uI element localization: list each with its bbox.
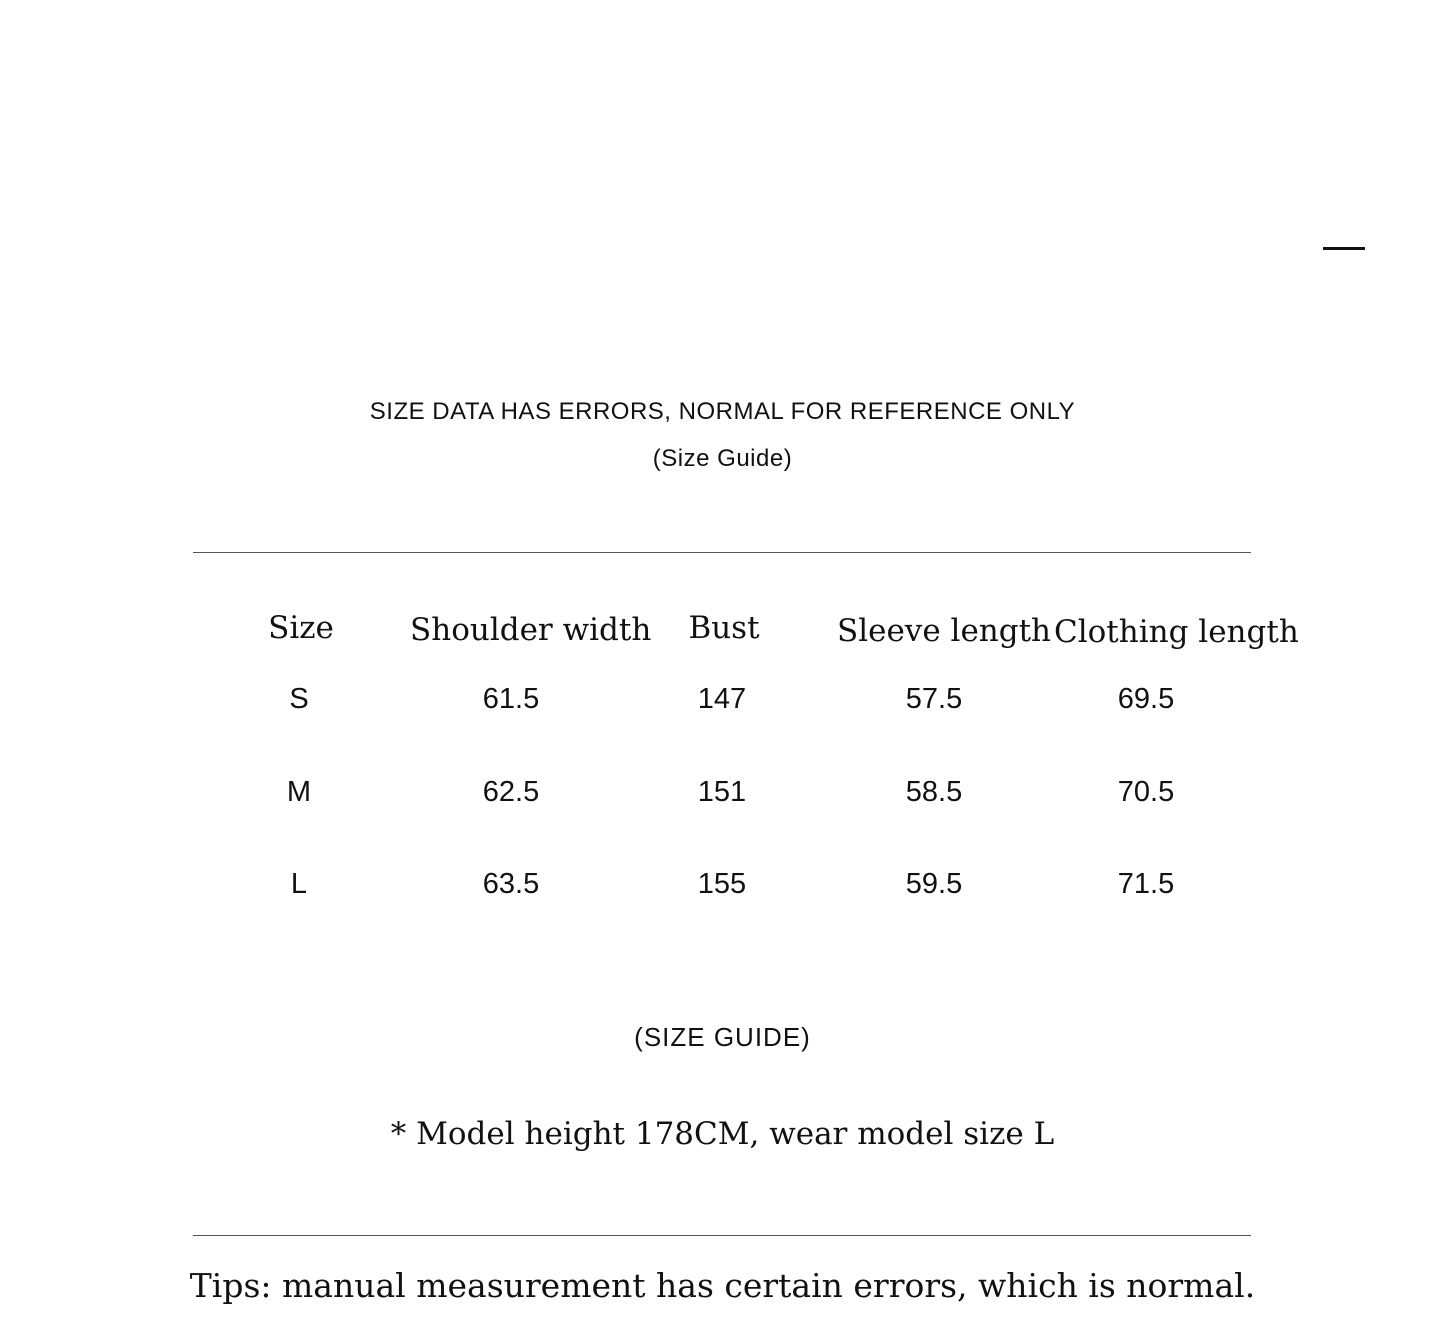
cell-shoulder-width: 61.5 — [482, 683, 540, 715]
header-sleeve-length: Sleeve length — [836, 613, 1052, 649]
cell-size: L — [290, 868, 308, 900]
header-size: Size — [268, 610, 334, 646]
tips-text: Tips: manual measurement has certain errors, which is normal. — [189, 1266, 1256, 1305]
cell-size: S — [289, 683, 309, 715]
cell-clothing-length: 70.5 — [1117, 776, 1175, 808]
top-divider — [193, 552, 1251, 553]
size-guide-subtitle: (Size Guide) — [652, 445, 793, 472]
minus-icon — [1323, 247, 1365, 250]
cell-sleeve-length: 58.5 — [905, 776, 963, 808]
cell-shoulder-width: 63.5 — [482, 868, 540, 900]
cell-sleeve-length: 59.5 — [905, 868, 963, 900]
cell-shoulder-width: 62.5 — [482, 776, 540, 808]
cell-clothing-length: 71.5 — [1117, 868, 1175, 900]
header-clothing-length: Clothing length — [1054, 614, 1299, 650]
cell-bust: 155 — [697, 868, 747, 900]
model-note: * Model height 178CM, wear model size L — [390, 1116, 1055, 1152]
cell-bust: 147 — [697, 683, 747, 715]
cell-sleeve-length: 57.5 — [905, 683, 963, 715]
header-bust: Bust — [688, 610, 760, 646]
cell-size: M — [286, 776, 312, 808]
cell-clothing-length: 69.5 — [1117, 683, 1175, 715]
header-shoulder-width: Shoulder width — [410, 612, 652, 648]
size-guide-label: (SIZE GUIDE) — [634, 1022, 811, 1052]
cell-bust: 151 — [697, 776, 747, 808]
size-data-notice: SIZE DATA HAS ERRORS, NORMAL FOR REFERENCE ONLY — [369, 398, 1076, 425]
bottom-divider — [193, 1235, 1251, 1236]
